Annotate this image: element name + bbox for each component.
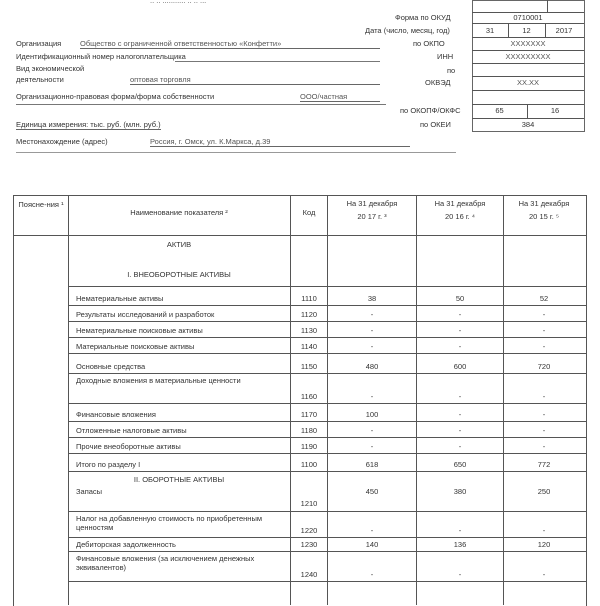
- section-title-active: АКТИВ: [166, 240, 192, 249]
- row-value-y2: -: [458, 342, 462, 351]
- okpo-label: по ОКПО: [413, 39, 445, 48]
- row-code: 1100: [300, 460, 318, 469]
- row-value-y2: -: [458, 392, 462, 401]
- activity-caption-2: деятельности: [16, 75, 64, 84]
- inn-label: ИНН: [437, 52, 454, 61]
- legal-form-value: ООО/частная: [300, 92, 380, 102]
- row-value-y1: 618: [365, 460, 379, 469]
- row-value-y2: -: [458, 570, 462, 579]
- po-label: по: [447, 66, 456, 75]
- address-label: Местонахождение (адрес): [16, 137, 108, 146]
- row-value-y1: 140: [365, 540, 379, 549]
- row-value-y2: 600: [453, 362, 467, 371]
- row-value-y1: 100: [365, 410, 379, 419]
- row-value-y1: -: [370, 326, 374, 335]
- row-name: Финансовые вложения (за исключением денежных эквивалентов): [76, 554, 255, 572]
- col-note-header: Поясне-ния ¹: [18, 200, 64, 209]
- okpo-value: XXXXXXX: [510, 39, 546, 48]
- row-value-y3: -: [542, 326, 546, 335]
- row-name: Прочие внеоборотные активы: [76, 442, 181, 451]
- inn-value: XXXXXXXXX: [505, 52, 551, 61]
- row-name: Запасы: [76, 487, 103, 496]
- okfs-value: 16: [550, 106, 560, 115]
- section-ii-title: II. ОБОРОТНЫЕ АКТИВЫ: [133, 475, 225, 484]
- row-value-y2: -: [458, 326, 462, 335]
- row-code: 1220: [300, 526, 318, 535]
- row-code: 1110: [301, 294, 317, 303]
- okved-value: XX.XX: [516, 78, 540, 87]
- address-value: Россия, г. Омск, ул. К.Маркса, д.39: [150, 137, 410, 147]
- row-value-y1: -: [370, 426, 374, 435]
- row-value-y2: -: [458, 410, 462, 419]
- row-value-y2: -: [458, 310, 462, 319]
- form-okud-label: Форма по ОКУД: [395, 13, 451, 22]
- row-value-y2: 650: [453, 460, 467, 469]
- form-okud-value: 0710001: [513, 13, 543, 22]
- row-name: Основные средства: [76, 362, 146, 371]
- row-value-y3: -: [542, 526, 546, 535]
- row-value-y2: 380: [453, 487, 467, 496]
- row-name: Налог на добавленную стоимость по приобретенным ценностям: [76, 514, 262, 532]
- activity-value: оптовая торговля: [130, 75, 380, 85]
- col-y1-prefix: На 31 декабря: [346, 199, 398, 208]
- row-code: 1170: [300, 410, 318, 419]
- row-code: 1150: [300, 362, 318, 371]
- row-name: Материальные поисковые активы: [76, 342, 195, 351]
- row-value-y2: 136: [453, 540, 467, 549]
- row-value-y1: 38: [367, 294, 377, 303]
- okopf-value: 65: [495, 106, 504, 115]
- row-name: Доходные вложения в материальные ценности: [76, 376, 241, 385]
- row-value-y3: 250: [537, 487, 551, 496]
- row-name: Нематериальные активы: [76, 294, 164, 303]
- row-code: 1140: [300, 342, 318, 351]
- row-value-y1: 480: [365, 362, 379, 371]
- row-code: 1210: [300, 499, 318, 508]
- row-value-y3: -: [542, 310, 546, 319]
- row-value-y3: -: [542, 342, 546, 351]
- row-name: Финансовые вложения: [76, 410, 156, 419]
- row-value-y2: -: [458, 426, 462, 435]
- okved-label: ОКВЭД: [425, 78, 451, 87]
- activity-caption-1: Вид экономической: [16, 64, 85, 73]
- okopf-label: по ОКОПФ/ОКФС: [400, 106, 461, 115]
- row-value-y3: 772: [537, 460, 551, 469]
- inn-caption: Идентификационный номер налогоплательщика: [16, 52, 186, 61]
- col-y1-year: 20 17 г. ³: [357, 212, 387, 221]
- row-value-y2: 50: [455, 294, 465, 303]
- row-name: Нематериальные поисковые активы: [76, 326, 203, 335]
- legal-form-label: Организационно-правовая форма/форма собственности: [16, 92, 215, 101]
- date-month: 12: [522, 26, 531, 35]
- row-value-y3: -: [542, 410, 546, 419]
- row-name: Дебиторская задолженность: [76, 540, 176, 549]
- row-value-y3: -: [542, 392, 546, 401]
- row-code: 1180: [300, 426, 318, 435]
- okei-label: по ОКЕИ: [420, 120, 451, 129]
- col-y2-prefix: На 31 декабря: [434, 199, 486, 208]
- row-value-y3: -: [542, 570, 546, 579]
- row-value-y3: -: [542, 426, 546, 435]
- top-cut-text: .. .. ........... .. .. ...: [150, 0, 207, 5]
- row-code: 1160: [300, 392, 318, 401]
- date-day: 31: [485, 26, 495, 35]
- row-value-y1: -: [370, 310, 374, 319]
- row-value-y1: -: [370, 570, 374, 579]
- section-i-title: I. ВНЕОБОРОТНЫЕ АКТИВЫ: [127, 270, 231, 279]
- row-value-y1: -: [370, 442, 374, 451]
- row-value-y3: -: [542, 442, 546, 451]
- col-name-header: Наименование показателя ²: [130, 208, 228, 217]
- row-value-y1: -: [370, 392, 374, 401]
- row-value-y3: 52: [539, 294, 549, 303]
- date-year: 2017: [555, 26, 573, 35]
- unit-label: Единица измерения: тыс. руб. (млн. руб.): [16, 120, 161, 129]
- date-label: Дата (число, месяц, год): [365, 26, 450, 35]
- row-name: Результаты исследований и разработок: [76, 310, 215, 319]
- row-code: 1130: [300, 326, 318, 335]
- row-value-y3: 120: [537, 540, 551, 549]
- row-value-y3: 720: [537, 362, 551, 371]
- col-y2-year: 20 16 г. ⁴: [444, 212, 476, 221]
- org-value: Общество с ограниченной ответственностью «Конфетти»: [80, 39, 380, 49]
- col-y3-prefix: На 31 декабря: [518, 199, 570, 208]
- okei-value: 384: [521, 120, 535, 129]
- col-code-header: Код: [302, 208, 316, 217]
- row-value-y2: -: [458, 526, 462, 535]
- row-value-y1: -: [370, 526, 374, 535]
- row-value-y1: 450: [365, 487, 379, 496]
- row-code: 1230: [300, 540, 318, 549]
- row-code: 1240: [300, 570, 318, 579]
- col-y3-year: 20 15 г. ⁵: [529, 212, 559, 221]
- row-code: 1190: [300, 442, 318, 451]
- org-label: Организация: [16, 39, 62, 48]
- row-code: 1120: [300, 310, 318, 319]
- row-value-y2: -: [458, 442, 462, 451]
- row-name: Отложенные налоговые активы: [76, 426, 187, 435]
- row-name: Итого по разделу I: [76, 460, 141, 469]
- row-value-y1: -: [370, 342, 374, 351]
